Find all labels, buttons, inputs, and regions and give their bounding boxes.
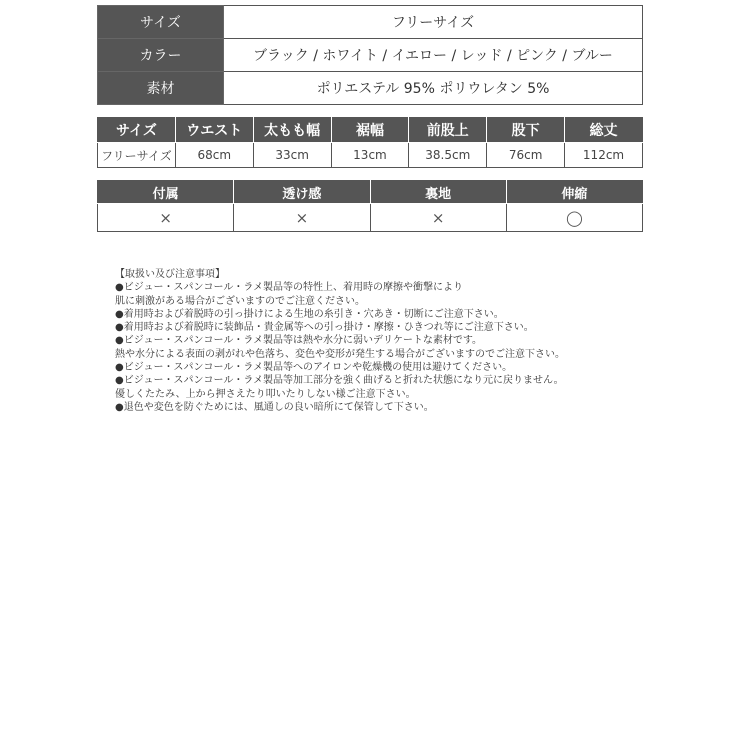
feature-value-accessories: ×	[98, 204, 234, 232]
feature-value-row	[98, 204, 643, 232]
care-note-line: ●着用時および着脱時に装飾品・貴金属等への引っ掛け・摩擦・ひきつれ等にご注意下さい。	[115, 322, 534, 334]
size-table	[97, 117, 643, 168]
care-notes-heading: 【取扱い及び注意事項】	[115, 269, 225, 280]
care-note-line: ●退色や変色を防ぐためには、風通しの良い暗所にて保管して下さい。	[115, 401, 434, 413]
size-header-cell: 太もも幅	[253, 118, 331, 143]
info-value-size: フリーサイズ	[224, 6, 643, 39]
info-value-material: ポリエステル 95% ポリウレタン 5%	[224, 72, 643, 105]
info-value-color: ブラック / ホワイト / イエロー / レッド / ピンク / ブルー	[224, 39, 643, 72]
care-note-line: 熱や水分による表面の剥がれや色落ち、変色や変形が発生する場合がございますのでご注意下さい。	[115, 348, 565, 360]
care-note-line: 優しくたたみ、上から押さえたり叩いたりしない様ご注意下さい。	[115, 388, 416, 400]
size-value-cell: 112cm	[565, 143, 643, 168]
info-row-color	[98, 39, 643, 72]
info-label-size: サイズ	[98, 6, 224, 39]
size-header-cell: サイズ	[98, 118, 176, 143]
feature-value-stretch: ◯	[506, 204, 642, 232]
product-info-table	[97, 5, 643, 105]
size-header-cell: ウエスト	[175, 118, 253, 143]
care-notes	[115, 268, 635, 414]
size-value-cell: フリーサイズ	[98, 143, 176, 168]
size-header-cell: 前股上	[409, 118, 487, 143]
feature-header-row	[98, 181, 643, 204]
size-value-row	[98, 143, 643, 168]
info-label-color: カラー	[98, 39, 224, 72]
feature-header-sheerness: 透け感	[234, 181, 370, 204]
care-note-line: ●ビジュー・スパンコール・ラメ製品等加工部分を強く曲げると折れた状態になり元に戻りません。	[115, 375, 564, 387]
care-note-line: ●ビジュー・スパンコール・ラメ製品等へのアイロンや乾燥機の使用は避けてください。	[115, 362, 513, 374]
feature-value-sheerness: ×	[234, 204, 370, 232]
feature-value-lining: ×	[370, 204, 506, 232]
size-header-row	[98, 118, 643, 143]
feature-table	[97, 180, 643, 232]
care-note-line: ●ビジュー・スパンコール・ラメ製品等の特性上、着用時の摩擦や衝撃により	[115, 282, 464, 294]
feature-header-lining: 裏地	[370, 181, 506, 204]
size-value-cell: 76cm	[487, 143, 565, 168]
info-row-size	[98, 6, 643, 39]
size-value-cell: 13cm	[331, 143, 409, 168]
size-header-cell: 総丈	[565, 118, 643, 143]
feature-header-accessories: 付属	[98, 181, 234, 204]
info-label-material: 素材	[98, 72, 224, 105]
feature-header-stretch: 伸縮	[506, 181, 642, 204]
size-header-cell: 股下	[487, 118, 565, 143]
care-note-line: 肌に刺激がある場合がございますのでご注意ください。	[115, 295, 365, 307]
care-note-line: ●ビジュー・スパンコール・ラメ製品等は熱や水分に弱いデリケートな素材です。	[115, 335, 483, 347]
info-row-material	[98, 72, 643, 105]
size-value-cell: 68cm	[175, 143, 253, 168]
size-value-cell: 33cm	[253, 143, 331, 168]
size-header-cell: 裾幅	[331, 118, 409, 143]
care-note-line: ●着用時および着脱時の引っ掛けによる生地の糸引き・穴あき・切断にご注意下さい。	[115, 308, 504, 320]
size-value-cell: 38.5cm	[409, 143, 487, 168]
